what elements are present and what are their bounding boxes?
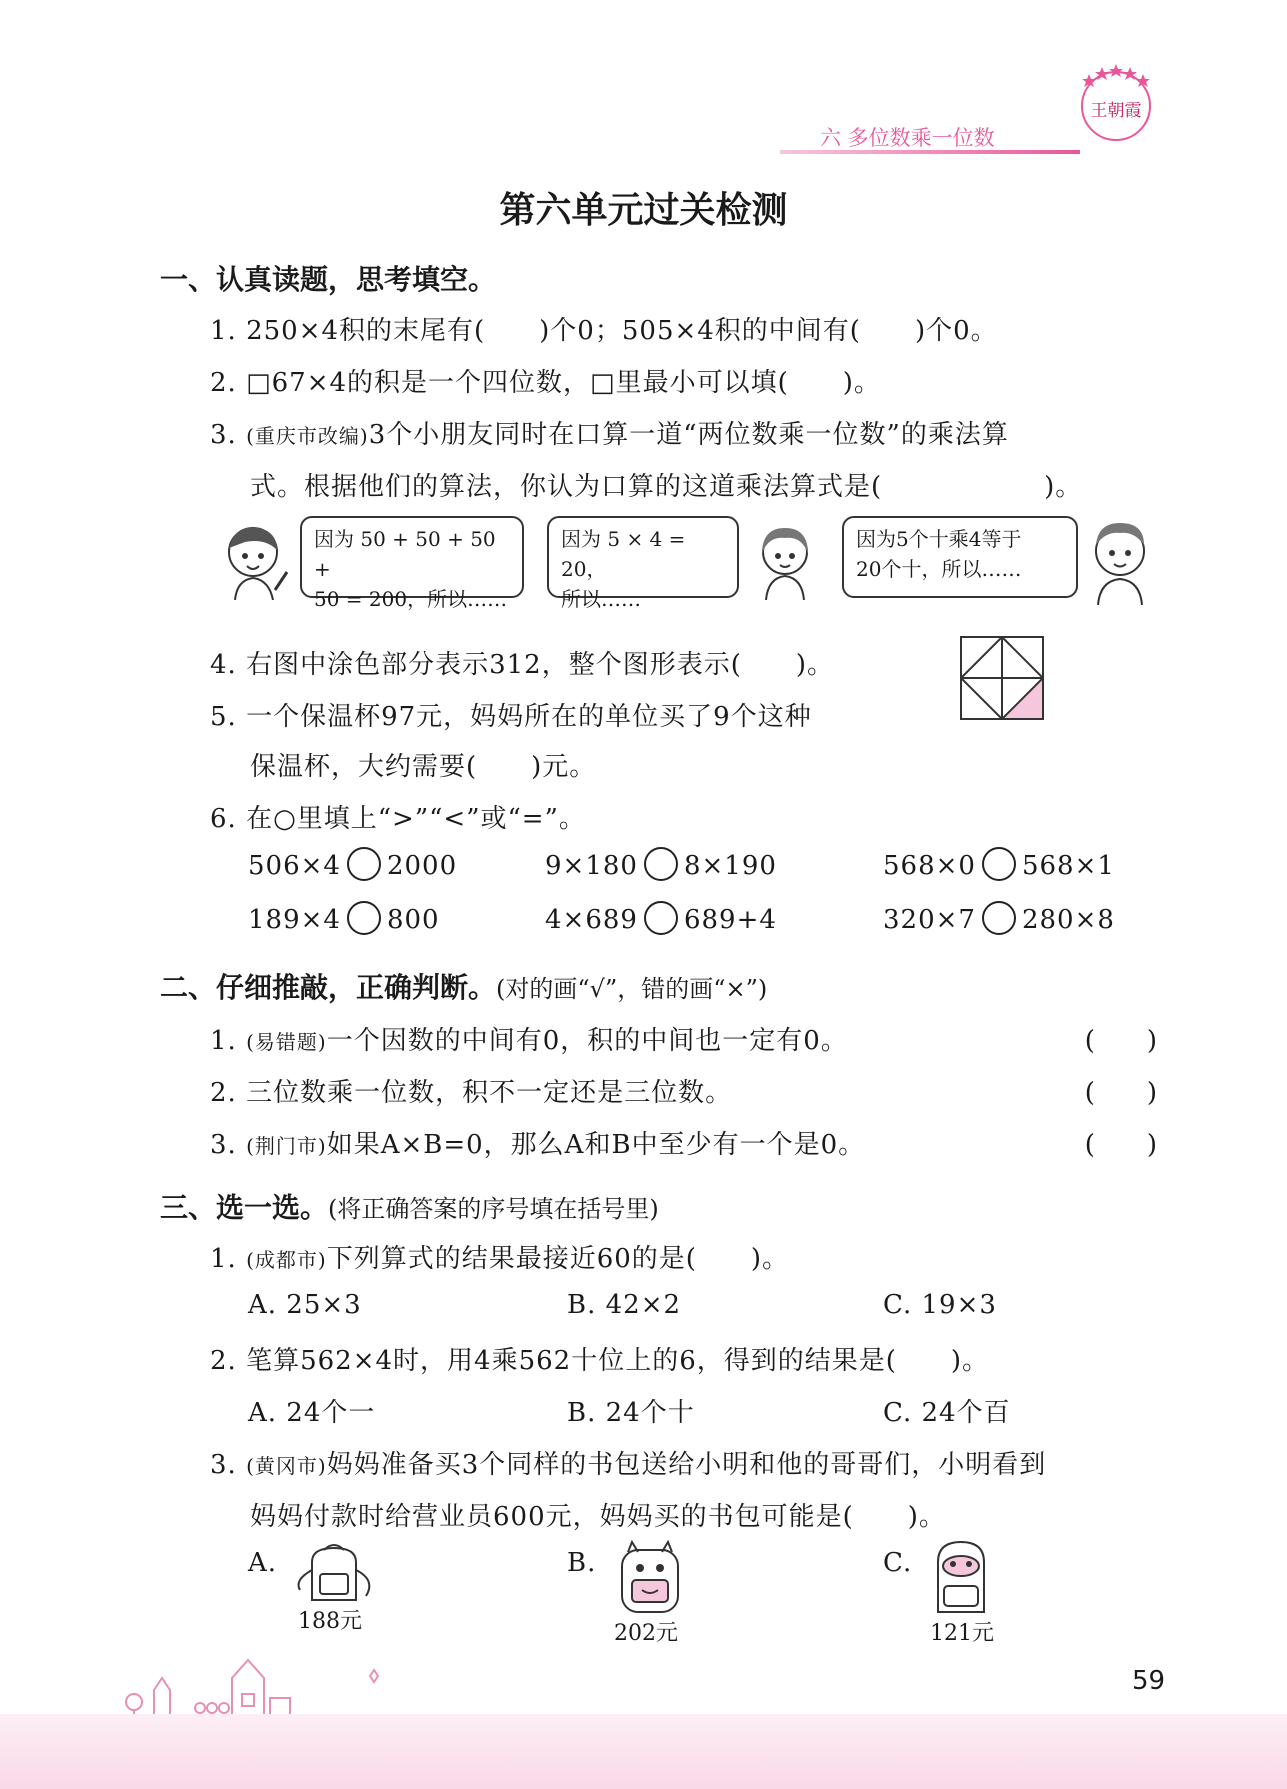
compare-item: 320×7 280×8 bbox=[883, 904, 1115, 938]
boy-illustration bbox=[215, 520, 295, 604]
question-3-3: 3. (黄冈市)妈妈准备买3个同样的书包送给小明和他的哥哥们，小明看到 bbox=[210, 1450, 1047, 1480]
logo-text: 王朝霞 bbox=[1090, 101, 1142, 121]
footer-band bbox=[0, 1714, 1287, 1789]
shaded-square-figure bbox=[960, 636, 1044, 724]
judge-item: 1. (易错题)一个因数的中间有0，积的中间也一定有0。 bbox=[210, 1026, 848, 1056]
judge-bracket[interactable]: ( ) bbox=[1084, 1130, 1157, 1160]
section3-heading: 三、选一选。 bbox=[160, 1191, 329, 1224]
question-1-4: 4. 右图中涂色部分表示312，整个图形表示( )。 bbox=[210, 650, 834, 680]
judge-bracket[interactable]: ( ) bbox=[1084, 1078, 1157, 1108]
answer-circle[interactable] bbox=[982, 847, 1016, 881]
option[interactable]: B. 24个十 bbox=[567, 1398, 695, 1428]
price-label: 121元 bbox=[930, 1621, 994, 1646]
judge-item: 3. (荆门市)如果A×B=0，那么A和B中至少有一个是0。 bbox=[210, 1130, 866, 1160]
option[interactable]: A. 24个一 bbox=[248, 1398, 376, 1428]
compare-item: 568×0 568×1 bbox=[883, 850, 1115, 884]
answer-circle[interactable] bbox=[982, 901, 1016, 935]
question-1-5: 5. 一个保温杯97元，妈妈所在的单位买了9个这种 bbox=[210, 702, 812, 732]
logo bbox=[1075, 62, 1157, 144]
page-number: 59 bbox=[1132, 1666, 1166, 1696]
judge-item: 2. 三位数乘一位数，积不一定还是三位数。 bbox=[210, 1078, 733, 1108]
question-3-3-cont: 妈妈付款时给营业员600元，妈妈买的书包可能是( )。 bbox=[250, 1502, 946, 1532]
price-label: 202元 bbox=[614, 1621, 678, 1646]
answer-circle[interactable] bbox=[347, 901, 381, 935]
option[interactable]: C. 24个百 bbox=[883, 1398, 1011, 1428]
footer-decoration bbox=[120, 1650, 400, 1724]
source-tag: (重庆市改编) bbox=[246, 424, 369, 448]
option[interactable]: C. 19×3 bbox=[883, 1290, 997, 1320]
question-1-3: 3. (重庆市改编)3个小朋友同时在口算一道“两位数乘一位数”的乘法算 bbox=[210, 420, 1009, 450]
section3-heading-row bbox=[160, 1186, 659, 1226]
section1-heading: 一、认真读题，思考填空。 bbox=[160, 263, 497, 296]
backpack-icon bbox=[926, 1538, 996, 1620]
speech-bubble-3: 因为5个十乘4等于 20个十，所以…… bbox=[842, 516, 1078, 598]
page-title: 第六单元过关检测 bbox=[499, 190, 788, 231]
option-label[interactable]: A. bbox=[248, 1548, 278, 1578]
section2-heading-row bbox=[160, 966, 767, 1006]
boy2-illustration bbox=[1080, 515, 1160, 609]
question-1-6: 6. 在○里填上“>”“<”或“=”。 bbox=[210, 804, 586, 834]
option[interactable]: B. 42×2 bbox=[567, 1290, 682, 1320]
answer-circle[interactable] bbox=[644, 847, 678, 881]
section2-heading: 二、仔细推敲，正确判断。 bbox=[160, 971, 497, 1004]
option-label[interactable]: C. bbox=[883, 1548, 913, 1578]
section3-note: (将正确答案的序号填在括号里) bbox=[328, 1195, 659, 1223]
girl-illustration bbox=[750, 520, 820, 604]
question-1-5-cont: 保温杯，大约需要( )元。 bbox=[250, 752, 597, 782]
answer-circle[interactable] bbox=[347, 847, 381, 881]
question-1-1: 1. 250×4积的末尾有( )个0；505×4积的中间有( )个0。 bbox=[210, 316, 998, 346]
question-1-2: 2. □67×4的积是一个四位数，□里最小可以填( )。 bbox=[210, 368, 881, 398]
speech-bubble-2: 因为 5 × 4 = 20， 所以…… bbox=[547, 516, 739, 598]
option-label[interactable]: B. bbox=[567, 1548, 597, 1578]
compare-item: 4×689 689+4 bbox=[545, 904, 777, 938]
price-label: 188元 bbox=[298, 1609, 362, 1634]
section2-note: (对的画“√”，错的画“×”) bbox=[496, 975, 768, 1003]
option[interactable]: A. 25×3 bbox=[248, 1290, 362, 1320]
speech-bubble-1: 因为 50 + 50 + 50 + 50 = 200，所以…… bbox=[300, 516, 524, 598]
backpack-icon bbox=[612, 1540, 688, 1620]
chapter-label: 六 多位数乘一位数 bbox=[820, 126, 995, 150]
question-3-2: 2. 笔算562×4时，用4乘562十位上的6，得到的结果是( )。 bbox=[210, 1346, 990, 1376]
backpack-icon bbox=[292, 1540, 378, 1610]
compare-item: 9×180 8×190 bbox=[545, 850, 777, 884]
question-3-1: 1. (成都市)下列算式的结果最接近60的是( )。 bbox=[210, 1244, 790, 1274]
compare-item: 506×4 2000 bbox=[248, 850, 457, 884]
answer-circle[interactable] bbox=[644, 901, 678, 935]
judge-bracket[interactable]: ( ) bbox=[1084, 1026, 1157, 1056]
question-1-3-cont: 式。根据他们的算法，你认为口算的这道乘法算式是( )。 bbox=[250, 472, 1083, 502]
compare-item: 189×4 800 bbox=[248, 904, 440, 938]
